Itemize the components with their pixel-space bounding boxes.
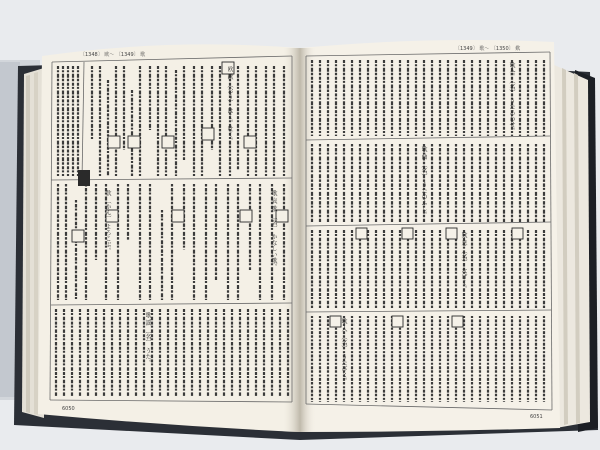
right-page-number: 6051 <box>530 414 543 420</box>
left-page-section-tab <box>78 170 90 186</box>
gutter-shadow-right <box>300 48 316 432</box>
left-running-header: 〔1348〕 欧〜 〔1349〕 歌 <box>80 52 146 58</box>
right-page-entry-line: 歌 合 〔名〕 うたあわせ。 <box>508 62 515 134</box>
left-page-number: 6050 <box>62 406 75 412</box>
right-page-entry-line: 歎 息 〔名〕 なげく。 <box>460 232 467 292</box>
right-page-entry-line: 歌 曲 〔名〕 うたのふし。 <box>420 146 427 218</box>
right-running-header: 〔1349〕 歌〜 〔1350〕 歎 <box>455 46 521 52</box>
right-page-entry-line: 歌 人 〔名〕 うたびと。 <box>340 318 347 384</box>
left-page-entry-line: 款 〔かん〕 よろこぶ。 <box>104 190 111 254</box>
left-page-entry-line: 歌 謡 〔名〕 うた。 <box>144 312 151 366</box>
left-page-entry-line: 欧 歐 〔おう〕 はく。吐く。 <box>226 66 233 144</box>
gutter-shadow-left <box>282 48 300 432</box>
left-page-entry-line: 歌 哀 歌 〔名〕 かなしい歌。 <box>270 190 277 270</box>
